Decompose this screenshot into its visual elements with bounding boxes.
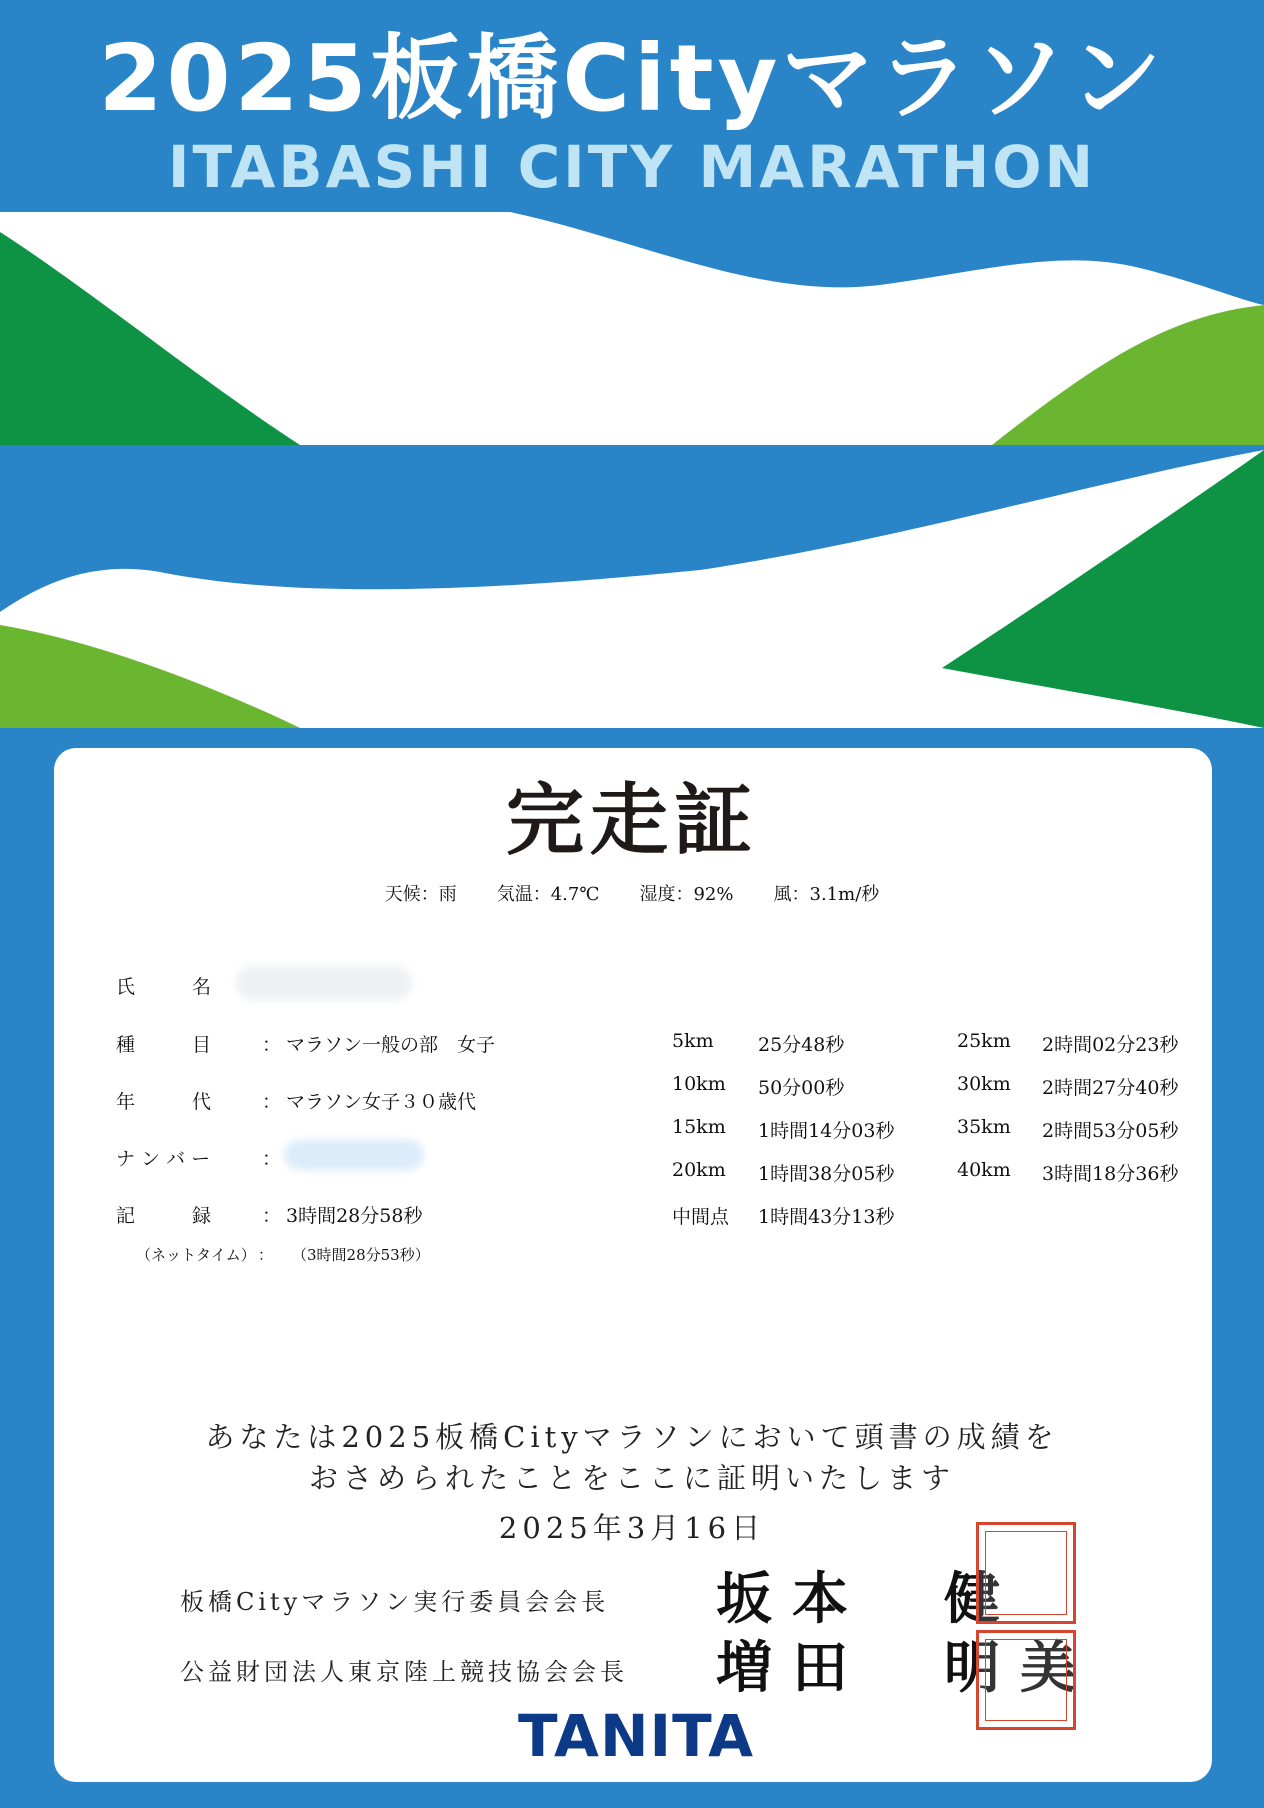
weather-wind: 風：3.1m/秒 bbox=[773, 884, 880, 905]
split-time: 3時間18分36秒 bbox=[1042, 1163, 1179, 1185]
split-distance: 中間点 bbox=[672, 1206, 730, 1228]
signatory-name: 増田 明美 bbox=[716, 1635, 1096, 1701]
seal-stamp bbox=[976, 1522, 1076, 1624]
record-value: 3時間28分58秒 bbox=[286, 1205, 423, 1227]
split-time: 2時間27分40秒 bbox=[1042, 1077, 1179, 1099]
split-distance: 10km bbox=[672, 1073, 726, 1095]
net-time-colon: ： bbox=[258, 1246, 274, 1264]
split-time: 1時間14分03秒 bbox=[758, 1120, 895, 1142]
event-subtitle: ITABASHI CITY MARATHON bbox=[167, 133, 1097, 201]
statement-line-1: あなたは2025板橋Cityマラソンにおいて頭書の成績を bbox=[205, 1420, 1059, 1454]
event-value: マラソン一般の部 女子 bbox=[286, 1034, 496, 1056]
sponsor-logo: TANITA bbox=[518, 1702, 755, 1770]
split-distance: 40km bbox=[957, 1159, 1011, 1181]
certificate-title: 完走証 bbox=[505, 775, 758, 866]
issue-date: 2025年3月16日 bbox=[498, 1511, 766, 1545]
record-label: 記 録 bbox=[116, 1205, 212, 1227]
split-time: 25分48秒 bbox=[758, 1034, 845, 1056]
bib-number-label: ナ ン バ ー bbox=[116, 1148, 211, 1170]
weather-humidity: 湿度：92% bbox=[639, 884, 734, 905]
split-distance: 15km bbox=[672, 1116, 726, 1138]
signatory-role: 板橋Cityマラソン実行委員会会長 bbox=[180, 1588, 610, 1616]
name-label: 氏 名 bbox=[116, 976, 212, 998]
event-label: 種 目 bbox=[116, 1034, 212, 1056]
weather-temperature: 気温：4.7℃ bbox=[496, 884, 600, 905]
net-time-label: （ネットタイム） bbox=[136, 1246, 256, 1264]
record-colon: ： bbox=[262, 1205, 282, 1227]
event-colon: ： bbox=[262, 1034, 282, 1056]
statement-line-2: おさめられたことをここに証明いたします bbox=[308, 1461, 955, 1495]
seal-stamp bbox=[976, 1630, 1076, 1730]
name-redacted bbox=[236, 966, 412, 1000]
age-colon: ： bbox=[262, 1091, 282, 1113]
split-time: 1時間43分13秒 bbox=[758, 1206, 895, 1228]
weather-info bbox=[0, 880, 1264, 906]
age-label: 年 代 bbox=[116, 1091, 212, 1113]
weather-condition: 天候：雨 bbox=[384, 884, 457, 905]
split-time: 2時間02分23秒 bbox=[1042, 1034, 1179, 1056]
bib-number-redacted bbox=[284, 1140, 424, 1170]
split-distance: 25km bbox=[957, 1030, 1011, 1052]
split-time: 50分00秒 bbox=[758, 1077, 845, 1099]
split-time: 2時間53分05秒 bbox=[1042, 1120, 1179, 1142]
signatory-name: 坂本 健 bbox=[716, 1566, 1020, 1632]
net-time-value: （3時間28分53秒） bbox=[292, 1246, 430, 1264]
age-value: マラソン女子３０歳代 bbox=[286, 1091, 477, 1113]
bib-colon: ： bbox=[262, 1148, 282, 1170]
split-distance: 5km bbox=[672, 1030, 714, 1052]
event-title: 2025板橋Cityマラソン bbox=[98, 25, 1166, 132]
split-distance: 35km bbox=[957, 1116, 1011, 1138]
signatory-role: 公益財団法人東京陸上競技協会会長 bbox=[180, 1658, 628, 1686]
split-time: 1時間38分05秒 bbox=[758, 1163, 895, 1185]
split-distance: 30km bbox=[957, 1073, 1011, 1095]
split-distance: 20km bbox=[672, 1159, 726, 1181]
